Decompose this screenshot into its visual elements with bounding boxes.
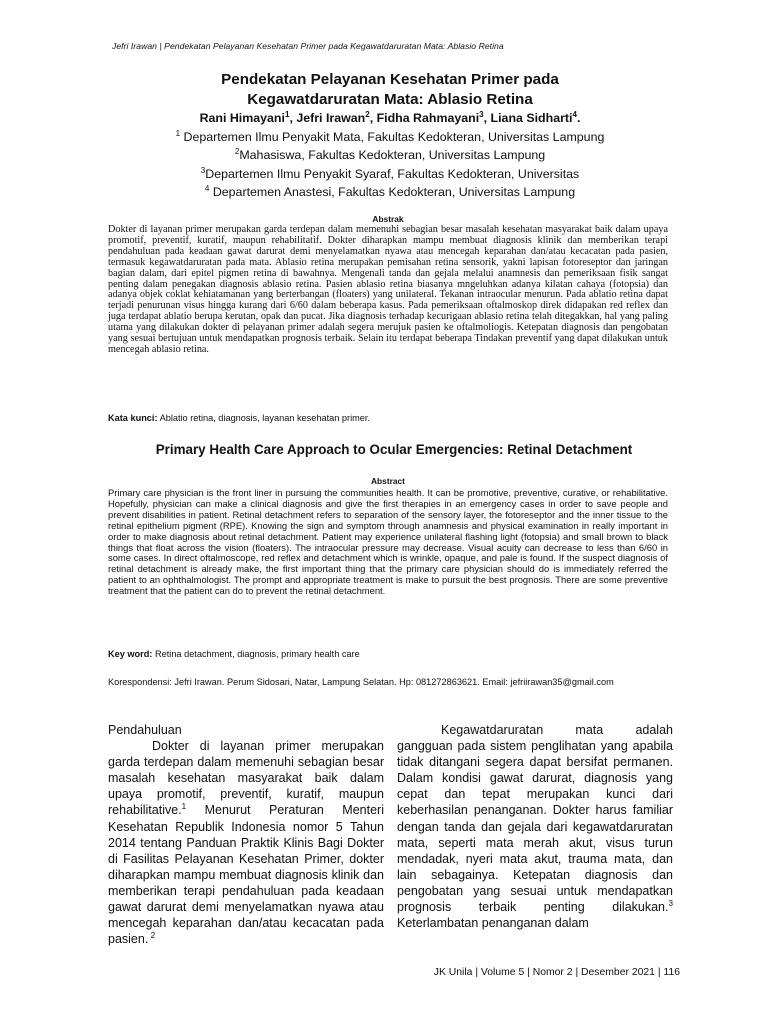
paragraph-text: Dokter di layanan primer merupakan garda terdepan dalam memenuhi sebagian besar masalah kesehatan masyarakat baik dalam upaya promotif, preventif, kuratif, maupun rehabilitative. xyxy=(108,739,384,818)
author-name: Liana Sidharti xyxy=(490,111,573,125)
key-word-text: Retina detachment, diagnosis, primary health care xyxy=(152,649,360,659)
affiliation-item xyxy=(90,165,690,183)
affiliation-text: Departemen Ilmu Penyakit Mata, Fakultas Kedokteran, Universitas Lampung xyxy=(180,130,605,144)
article-title xyxy=(90,70,690,110)
affiliation-text: Mahasiswa, Fakultas Kedokteran, Universitas Lampung xyxy=(239,148,546,163)
author-affiliation-marker: 1 xyxy=(284,109,290,119)
affiliation-list xyxy=(90,128,690,202)
affiliation-text: Departemen Ilmu Penyakit Syaraf, Fakultas Kedokteran, Universitas xyxy=(205,166,580,181)
affiliation-marker: 4 xyxy=(204,184,210,194)
citation-marker: 2 xyxy=(148,931,156,941)
abstract-heading: Abstract xyxy=(371,476,405,486)
affiliation-item xyxy=(90,183,690,201)
author-name: Rani Himayani xyxy=(199,111,285,125)
abstrak-body: Dokter di layanan primer merupakan garda terdepan dalam memenuhi sebagian besar masalah kesehatan masyarakat baik dalam upaya promotif, preventif, kuratif, maupun rehabilitatif. Dokter diharapkan mampu membuat diagnosis klinik dan memberikan terapi pendahuluan pada keadaan gawat darurat demi menyelamatkan nyawa atau mencegah keparahan dan/atau kecacatan pada pasien, termasuk kegawatdaruratan pada mata. Ablasio retina merupakan pemisahan retina sensorik, yakni lapisan fotoreseptor dan jaringan bagian dalam, dari epitel pigmen retina di bawahnya. Mengenali tanda dan gejala melalui anamnesis dan pemeriksaan fisik sangat penting dalam penegakan diagnosis ablasio retina. Pasien ablasio retina biasanya mngeluhkan adanya kilatan cahaya (fotopsia) dan adanya objek coklat kehiatamanan yang berterbangan (floaters) yang unilateral. Tekanan intraocular menurun. Pada ablatio retina dapat terjadi penurunan visus hingga kurang dari 6/60 dalam beberapa kasus. Pada pemeriksaan oftalmoskop direk didapakan red reflex dan juga terdapat ablatio berupa kerutan, opak dan pucat. Jika diagnosis terhadap kecurigaan ablasio retina telah ditegakkan, hal yang paling utama yang dilakukan dokter di pelayanan primer adalah segera merujuk pasien ke oftalmoliogis. Ketepatan diagnosis dan pengobatan yang sesuai bertujuan untuk mendapatkan prognosis terbaik. Selain itu terdapat beberapa Tindakan preventif yang dapat dilakukan untuk mencegah ablasio retina. xyxy=(108,224,668,355)
body-paragraph xyxy=(397,722,673,931)
key-word xyxy=(108,649,678,659)
page-footer: JK Unila | Volume 5 | Nomor 2 | Desember 2021 | 116 xyxy=(433,967,680,978)
affiliation-item xyxy=(90,128,690,146)
correspondence: Korespondensi: Jefri Irawan. Perum Sidosari, Natar, Lampung Selatan. Hp: 081272863621. Email: jefriirawan35@gmail.com xyxy=(108,677,614,687)
author-separator: , xyxy=(289,111,297,125)
body-paragraph xyxy=(108,738,384,947)
affiliation-text: Departemen Anastesi, Fakultas Kedokteran, Universitas Lampung xyxy=(209,185,576,200)
kata-kunci-label: Kata kunci: xyxy=(108,413,158,423)
author-separator: , xyxy=(369,111,377,125)
author-name: Fidha Rahmayani xyxy=(376,111,480,125)
running-header: Jefri Irawan | Pendekatan Pelayanan Kesehatan Primer pada Kegawatdaruratan Mata: Ablasio Retina xyxy=(112,41,504,51)
section-heading: Pendahuluan xyxy=(108,723,182,737)
author-affiliation-marker: 3 xyxy=(479,109,484,119)
author-separator: , xyxy=(483,111,491,125)
paragraph-text: Kegawatdaruratan mata adalah gangguan pada sistem penglihatan yang apabila tidak ditangani segera dapat bersifat permanen. Dalam kondisi gawat darurat, diagnosis yang cepat dan tepat merupakan kunci dari keberhasilan penanganan. Dokter harus familiar dengan tanda dan gejala dari kegawatdaruratan mata, seperti mata merah akut, visus turun mendadak, nyeri mata akut, trauma mata, dan lain sebagainya. Ketepatan diagnosis dan pengobatan yang sesuai untuk mendapatkan prognosis terbaik penting dilakukan. xyxy=(397,723,673,915)
author-affiliation-marker: 4 xyxy=(572,109,577,119)
affiliation-item xyxy=(90,146,690,164)
right-column xyxy=(397,722,673,931)
article-title-line-2: Kegawatdaruratan Mata: Ablasio Retina xyxy=(247,91,533,108)
author-list-end: . xyxy=(576,111,581,125)
kata-kunci-text: Ablatio retina, diagnosis, layanan kesehatan primer. xyxy=(157,413,370,423)
author-affiliation-marker: 2 xyxy=(365,109,370,119)
author-name: Jefri Irawan xyxy=(296,111,366,125)
paragraph-text: Keterlambatan penanganan dalam xyxy=(397,916,589,931)
abstract-body: Primary care physician is the front liner in pursuing the communities health. It can be promotive, preventive, curative, or rehabilitative. Hopefully, physician can make a clinical diagnosis and give the first therapies in an emergency cases in order to save people and prevent disabilities in patient. Retinal detachment refers to separation of the sensory layer, the fotoreseptor and the inner tissue to the retinal epithelium pigment (RPE). Knowing the sign and symptom through anamnesis and physical examination in really important in order to make diagnosis about retinal detachment. Patient may experience unilateral flashing light (fotopsia) and small brown to black things that float across the vision (floaters). The intraocular pressure may decrease. Visual acuity can decrease to less than 6/60 in some cases. In direct oftalmoscope, red reflex and detachment which is wrinkle, opaque, and pale is found. If the suspect diagnosis of retinal detachment is already make, the first important thing that the primary care physician should do is immediately referred the patient to an ophthalmologist. The prompt and appropriate treatment is make to pursuit the best prognosis. There are some preventive treatment that the patient can do to prevent the retinal detachment. xyxy=(108,487,668,597)
affiliation-marker: 3 xyxy=(200,165,206,175)
kata-kunci xyxy=(108,413,678,423)
author-list xyxy=(90,111,690,125)
citation-marker: 3 xyxy=(668,898,673,908)
citation-marker: 1 xyxy=(181,802,187,812)
english-title: Primary Health Care Approach to Ocular Emergencies: Retinal Detachment xyxy=(155,442,633,457)
abstrak-heading: Abstrak xyxy=(372,214,404,224)
paragraph-text: Menurut Peraturan Menteri Kesehatan Republik Indonesia nomor 5 Tahun 2014 tentang Panduan Praktik Klinis Bagi Dokter di Fasilitas Pelayanan Kesehatan Primer, dokter diharapkan mampu membuat diagnosis klinik dan memberikan terapi pendahuluan pada keadaan gawat darurat demi menyelamatkan nyawa atau mencegah keparahan dan/atau kecacatan pada pasien. xyxy=(108,803,384,947)
key-word-label: Key word: xyxy=(108,649,153,659)
affiliation-marker: 1 xyxy=(175,128,181,138)
affiliation-marker: 2 xyxy=(234,147,240,157)
article-title-line-1: Pendekatan Pelayanan Kesehatan Primer pada xyxy=(221,71,559,88)
left-column xyxy=(108,722,384,947)
